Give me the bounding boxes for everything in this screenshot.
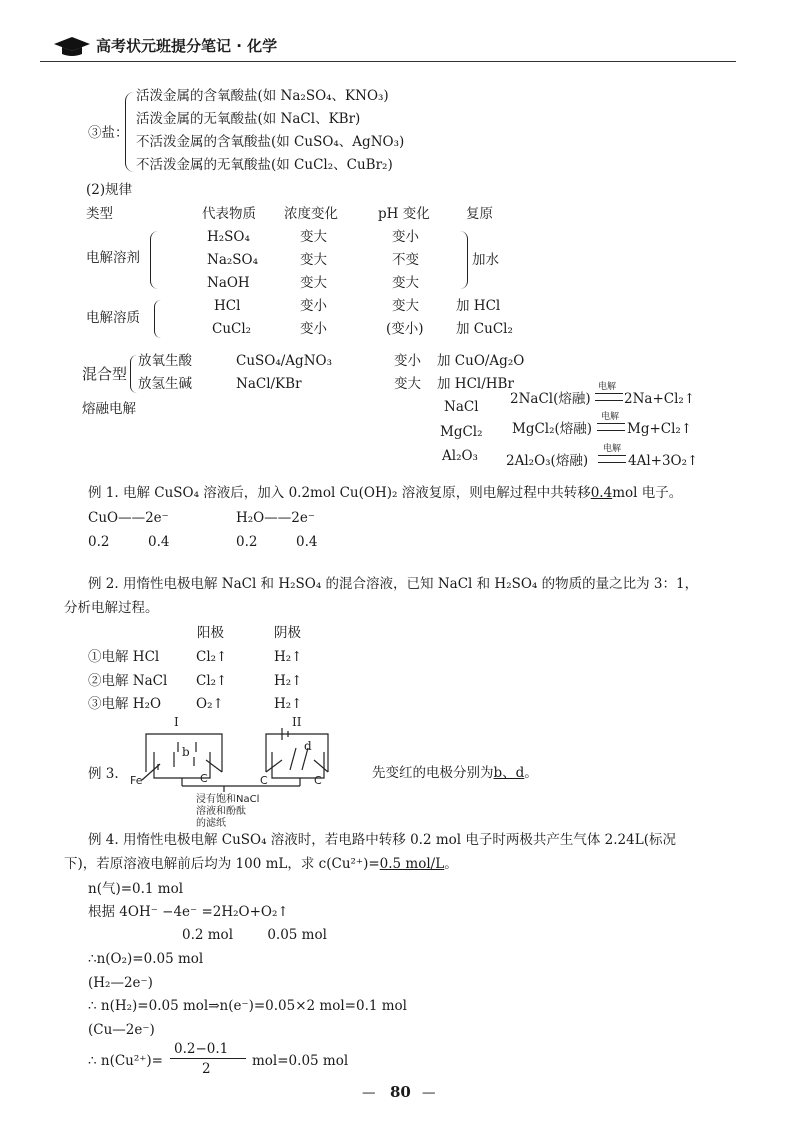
ex2-cathode: H₂↑ [274, 696, 303, 712]
solvent-conc: 变大 [300, 275, 327, 291]
solvent-conc: 变大 [300, 229, 327, 245]
ex4-step: (H₂—2e⁻) [88, 975, 153, 991]
ex4-line1: 例 4. 用惰性电极电解 CuSO₄ 溶液时，若电路中转移 0.2 mol 电子时两极共产生气体 2.24L(标况 [88, 832, 676, 848]
ex1-line1-b: H₂O——2e⁻ [236, 510, 315, 526]
mixed-kind: 放氧生酸 [138, 353, 192, 369]
ex1-value: 0.2 [236, 534, 258, 550]
ex4-step: ∴ n(H₂)=0.05 mol⇒n(e⁻)=0.05×2 mol=0.1 mol [88, 998, 407, 1014]
solvent-substance: Na₂SO₄ [207, 252, 259, 268]
ex2-line1: 例 2. 用惰性电极电解 NaCl 和 H₂SO₄ 的混合溶液，已知 NaCl 和 H₂SO₄ 的物质的量之比为 3：1， [88, 576, 699, 592]
ex2-anode: Cl₂↑ [196, 673, 228, 689]
col-substance: 代表物质 [202, 206, 256, 222]
c-label: C [260, 774, 268, 787]
mixed-label: 混合型 [82, 365, 128, 383]
mortarboard-icon [52, 36, 92, 58]
solute-brace [154, 300, 161, 338]
ex2-head-cathode: 阴极 [274, 625, 301, 641]
paper-note: 溶液和酚酞 [196, 806, 246, 817]
mixed-restore: 加 HCl/HBr [437, 376, 514, 392]
ex4-step: 0.2 mol 0.05 mol [182, 927, 327, 943]
solute-conc: 变小 [300, 321, 327, 337]
ex1-value: 0.4 [148, 534, 170, 550]
ex4-line2 [64, 858, 458, 872]
ex1-line1-a: CuO——2e⁻ [88, 510, 169, 526]
col-restore: 复原 [466, 206, 493, 222]
ex1-answer: 0.4 [590, 485, 613, 501]
salt-label: ③盐： [88, 125, 129, 141]
ex3-answer: b、d [493, 765, 525, 781]
solvent-substance: NaOH [207, 275, 250, 291]
solvent-substance: H₂SO₄ [207, 229, 250, 245]
ex2-step: ③电解 H₂O [88, 696, 162, 712]
ex4-step: n(气)=0.1 mol [88, 881, 184, 897]
solvent-conc: 变大 [300, 252, 327, 268]
molten-eq-sign [595, 393, 623, 401]
solute-ph: (变小) [386, 321, 424, 337]
col-concentration: 浓度变化 [284, 206, 338, 222]
salt-brace [125, 92, 134, 172]
molten-substance: Al₂O₃ [442, 448, 478, 464]
ex1-value: 0.4 [296, 534, 318, 550]
molten-eq-right: Mg+Cl₂↑ [627, 421, 693, 437]
solvent-ph: 变小 [392, 229, 419, 245]
ex4-frac-num: 0.2−0.1 [174, 1041, 229, 1057]
fe-label: Fe [130, 774, 143, 787]
rules-heading: (2)规律 [86, 182, 133, 198]
ex1-value: 0.2 [88, 534, 110, 550]
mixed-substance: CuSO₄/AgNO₃ [236, 353, 332, 369]
solute-substance: HCl [214, 298, 241, 314]
paper-note: 的滤纸 [196, 818, 226, 828]
ex3-answer-line [372, 767, 538, 781]
mixed-ph: 变小 [394, 353, 421, 369]
solvent-label: 电解溶剂 [86, 250, 140, 266]
page-dash-left: — [362, 1085, 376, 1101]
ex4-frac-den: 2 [202, 1061, 211, 1077]
salt-item: 活泼金属的无氧酸盐(如 NaCl、KBr) [136, 111, 361, 127]
molten-eq-sign [597, 423, 625, 431]
electrode-d: d [304, 739, 312, 753]
molten-eq-left: 2Al₂O₃(熔融) [506, 453, 589, 469]
molten-substance: MgCl₂ [440, 424, 483, 440]
solute-label: 电解溶质 [86, 310, 140, 326]
electrolysis-diagram [124, 712, 344, 828]
c-label: C [314, 774, 322, 787]
salt-item: 不活泼金属的含氧酸盐(如 CuSO₄、AgNO₃) [136, 134, 405, 150]
solvent-ph: 不变 [392, 252, 419, 268]
ex1-text [88, 487, 682, 501]
ex2-step: ②电解 NaCl [88, 673, 168, 689]
col-ph: pH 变化 [378, 206, 430, 222]
molten-eq-cond: 电解 [603, 444, 622, 454]
solute-conc: 变小 [300, 298, 327, 314]
ex4-answer: 0.5 mol/L [379, 856, 445, 872]
molten-eq-cond: 电解 [601, 412, 620, 422]
page-number: 80 [390, 1083, 411, 1101]
cell1-label: I [174, 715, 179, 729]
ex2-line2: 分析电解过程。 [64, 600, 159, 616]
ex2-anode: O₂↑ [196, 696, 224, 712]
ex4-step: (Cu—2e⁻) [88, 1022, 155, 1038]
mixed-ph: 变大 [394, 376, 421, 392]
ex4-final-a: ∴ n(Cu²⁺)= [88, 1053, 163, 1069]
ex4-line2-b: 。 [444, 856, 458, 872]
ex2-step: ①电解 HCl [88, 649, 160, 665]
ex3-tail: 。 [524, 765, 538, 781]
ex4-step: ∴n(O₂)=0.05 mol [88, 951, 204, 967]
molten-substance: NaCl [444, 399, 479, 415]
salt-item: 活泼金属的含氧酸盐(如 Na₂SO₄、KNO₃) [136, 88, 389, 104]
mixed-kind: 放氢生碱 [138, 376, 192, 392]
molten-eq-right: 2Na+Cl₂↑ [624, 391, 696, 407]
ex2-cathode: H₂↑ [274, 673, 303, 689]
solvent-right-brace [460, 231, 468, 289]
ex4-frac-bar [170, 1058, 246, 1059]
molten-eq-right: 4Al+3O₂↑ [628, 453, 699, 469]
solvent-brace [150, 231, 158, 289]
ex4-line2-a: 下)，若原溶液电解前后均为 100 mL，求 c(Cu²⁺)= [64, 856, 380, 872]
molten-eq-left: 2NaCl(熔融) [510, 391, 591, 407]
solute-restore: 加 HCl [456, 298, 501, 314]
cell2-label: II [292, 715, 302, 729]
ex2-anode: Cl₂↑ [196, 649, 228, 665]
molten-eq-left: MgCl₂(熔融) [512, 421, 593, 437]
paper-note: 浸有饱和NaCl [196, 794, 260, 805]
solvent-restore: 加水 [472, 252, 499, 268]
header-rule [40, 61, 736, 62]
electrode-b: b [182, 745, 190, 759]
c-label: C [200, 772, 208, 785]
ex2-cathode: H₂↑ [274, 649, 303, 665]
molten-eq-cond: 电解 [598, 382, 617, 392]
ex4-step: 根据 4OH⁻ −4e⁻ =2H₂O+O₂↑ [88, 904, 289, 920]
mixed-brace [130, 355, 137, 393]
molten-label: 熔融电解 [82, 401, 136, 417]
ex1-text-b: mol 电子。 [612, 485, 683, 501]
solvent-ph: 变大 [392, 275, 419, 291]
mixed-substance: NaCl/KBr [236, 376, 302, 392]
header-title: 高考状元班提分笔记 · 化学 [96, 37, 278, 55]
ex2-head-anode: 阳极 [197, 625, 224, 641]
molten-eq-sign [598, 455, 626, 463]
ex3-label: 例 3. [88, 766, 119, 782]
solute-restore: 加 CuCl₂ [456, 321, 513, 337]
salt-item: 不活泼金属的无氧酸盐(如 CuCl₂、CuBr₂) [136, 157, 393, 173]
ex3-text: 先变红的电极分别为 [372, 765, 494, 781]
ex4-final-b: mol=0.05 mol [252, 1053, 349, 1069]
col-type: 类型 [86, 206, 113, 222]
solute-ph: 变大 [392, 298, 419, 314]
solute-substance: CuCl₂ [212, 321, 252, 337]
page-dash-right: — [422, 1085, 436, 1101]
mixed-restore: 加 CuO/Ag₂O [437, 353, 525, 369]
ex1-text-a: 例 1. 电解 CuSO₄ 溶液后，加入 0.2mol Cu(OH)₂ 溶液复原，则电解过程中共转移 [88, 485, 591, 501]
